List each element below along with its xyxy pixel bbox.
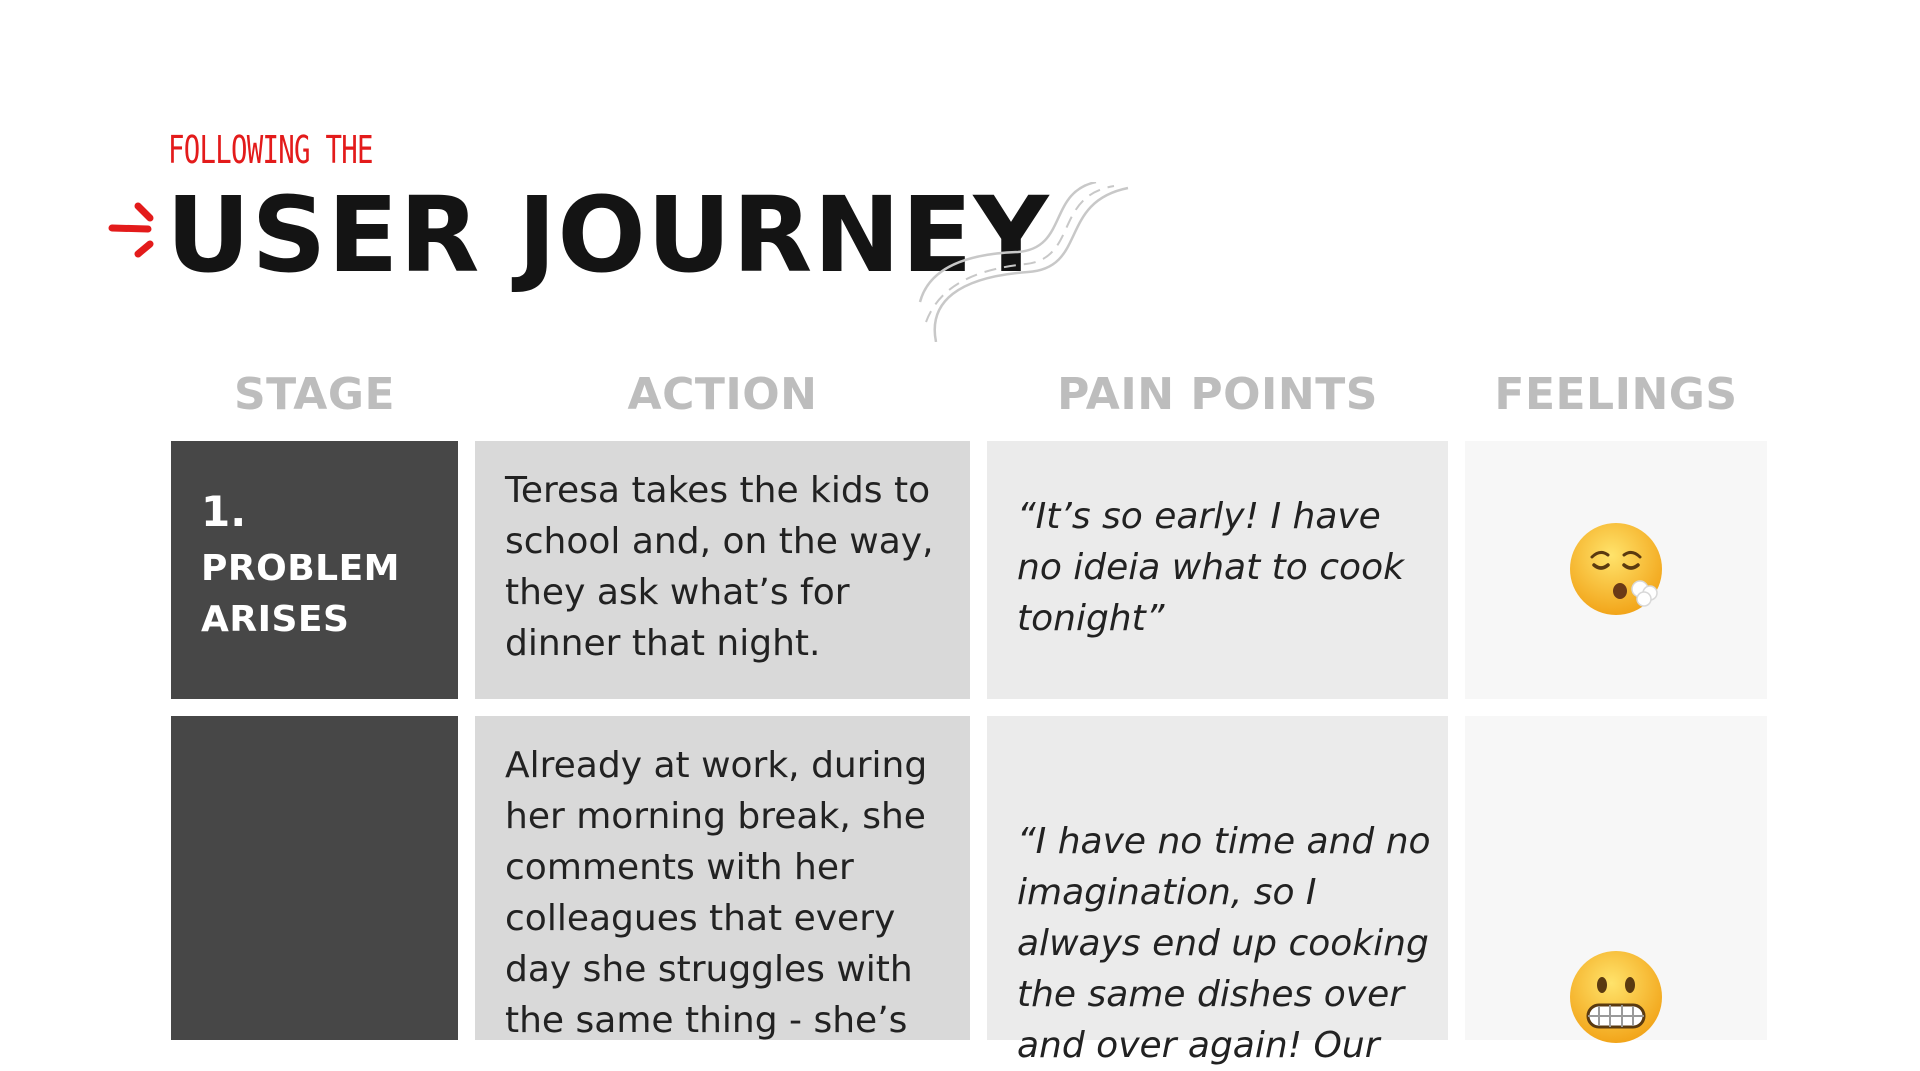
stage-cell [171,716,458,1040]
pain-point-cell [987,716,1448,1066]
column-header-pain-points: PAIN POINTS [1057,369,1378,420]
page-kicker: FOLLOWING THE [168,128,373,172]
page-header [0,0,1920,340]
column-header-stage: STAGE [233,369,395,420]
red-burst-icon [108,196,154,266]
pain-point-quote: “It’s so early! I have no ideia what to cook tonight” [1017,496,1404,639]
stage-cell [171,441,458,699]
column-header-action: ACTION [627,369,818,420]
action-text: Already at work, during her morning break, she comments with her colleagues that every day she struggles with the same thing - she’s [505,745,928,1041]
winding-road-icon [918,182,1148,342]
stage-label: PROBLEM ARISES [201,548,401,640]
action-text: Teresa takes the kids to school and, on the way, they ask what’s for dinner that night. [505,470,934,664]
feelings-cell [1465,716,1767,1040]
stage-number: 1. [201,487,247,536]
action-cell [475,441,970,699]
pain-point-quote: “I have no time and no imagination, so I always end up cooking the same dishes over and over again! Our [1017,821,1431,1066]
action-cell [475,716,970,1040]
column-header-feelings: FEELINGS [1494,369,1738,420]
feelings-cell [1465,441,1767,699]
exhaling-face-icon [1568,521,1664,617]
pain-point-cell [987,441,1448,699]
page-title: USER JOURNEY [166,174,1050,296]
grimacing-face-icon [1568,949,1664,1045]
